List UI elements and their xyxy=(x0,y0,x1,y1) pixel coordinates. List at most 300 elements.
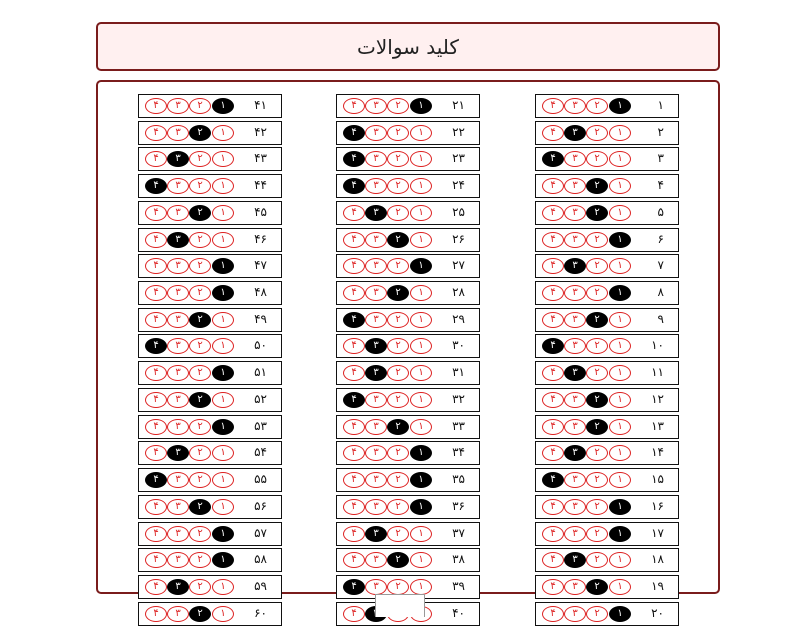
option-bubble-4[interactable]: ۴ xyxy=(343,338,365,354)
option-bubble-4[interactable]: ۴ xyxy=(145,205,167,221)
option-bubble-1[interactable]: ۱ xyxy=(609,392,631,408)
option-bubble-4[interactable]: ۴ xyxy=(542,178,564,194)
option-bubble-3[interactable]: ۳ xyxy=(564,472,586,488)
answer-key-panel xyxy=(96,80,720,620)
option-bubble-1[interactable]: ۱ xyxy=(410,392,432,408)
option-bubble-4[interactable]: ۴ xyxy=(343,178,365,194)
option-bubble-1[interactable]: ۱ xyxy=(212,526,234,542)
option-bubble-3[interactable]: ۳ xyxy=(365,232,387,248)
question-number: ۴ xyxy=(657,178,664,193)
option-bubble-3[interactable]: ۳ xyxy=(167,419,189,435)
question-number: ۴۵ xyxy=(254,204,267,219)
option-bubble-3[interactable]: ۳ xyxy=(167,312,189,328)
option-bubble-4[interactable]: ۴ xyxy=(343,552,365,568)
option-bubble-1[interactable]: ۱ xyxy=(410,472,432,488)
question-number: ۳۲ xyxy=(452,391,465,406)
option-bubble-2[interactable]: ۲ xyxy=(189,205,211,221)
answer-row xyxy=(336,415,480,439)
option-bubble-1[interactable]: ۱ xyxy=(410,579,432,595)
option-bubble-1[interactable]: ۱ xyxy=(609,445,631,461)
question-number: ۵۹ xyxy=(254,578,267,593)
answer-row xyxy=(138,254,282,278)
answer-row xyxy=(535,174,679,198)
question-number: ۵۲ xyxy=(254,391,267,406)
option-bubble-3[interactable]: ۳ xyxy=(564,258,586,274)
option-bubble-1[interactable]: ۱ xyxy=(609,499,631,515)
option-bubble-4[interactable]: ۴ xyxy=(542,552,564,568)
option-bubble-4[interactable]: ۴ xyxy=(542,526,564,542)
question-number: ۳۰ xyxy=(452,338,465,353)
option-bubble-3[interactable]: ۳ xyxy=(365,499,387,515)
option-bubble-4[interactable]: ۴ xyxy=(145,419,167,435)
option-bubble-3[interactable]: ۳ xyxy=(365,98,387,114)
option-bubble-4[interactable]: ۴ xyxy=(343,151,365,167)
option-bubble-4[interactable]: ۴ xyxy=(145,232,167,248)
option-bubble-1[interactable]: ۱ xyxy=(609,606,631,622)
option-bubble-1[interactable]: ۱ xyxy=(212,312,234,328)
option-bubble-2[interactable]: ۲ xyxy=(387,445,409,461)
option-bubble-1[interactable]: ۱ xyxy=(410,98,432,114)
option-bubble-4[interactable]: ۴ xyxy=(343,312,365,328)
option-bubble-2[interactable]: ۲ xyxy=(586,232,608,248)
option-bubble-2[interactable]: ۲ xyxy=(387,232,409,248)
question-number: ۵۵ xyxy=(254,472,267,487)
option-bubble-3[interactable]: ۳ xyxy=(564,312,586,328)
option-bubble-1[interactable]: ۱ xyxy=(609,285,631,301)
question-number: ۴۴ xyxy=(254,178,267,193)
answer-row xyxy=(336,548,480,572)
option-bubble-1[interactable]: ۱ xyxy=(410,178,432,194)
option-bubble-1[interactable]: ۱ xyxy=(212,151,234,167)
option-bubble-1[interactable]: ۱ xyxy=(609,258,631,274)
option-bubble-4[interactable]: ۴ xyxy=(145,258,167,274)
option-bubble-3[interactable]: ۳ xyxy=(365,285,387,301)
option-bubble-1[interactable]: ۱ xyxy=(410,552,432,568)
answer-row xyxy=(535,228,679,252)
option-bubble-2[interactable]: ۲ xyxy=(387,151,409,167)
answer-row xyxy=(535,281,679,305)
question-number: ۵ xyxy=(657,204,664,219)
option-bubble-3[interactable]: ۳ xyxy=(564,526,586,542)
option-bubble-3[interactable]: ۳ xyxy=(564,232,586,248)
question-number: ۶ xyxy=(657,231,664,246)
option-bubble-2[interactable]: ۲ xyxy=(387,526,409,542)
option-bubble-3[interactable]: ۳ xyxy=(167,285,189,301)
option-bubble-4[interactable]: ۴ xyxy=(542,205,564,221)
question-number: ۴۶ xyxy=(254,231,267,246)
option-bubble-1[interactable]: ۱ xyxy=(212,472,234,488)
option-bubble-2[interactable]: ۲ xyxy=(189,232,211,248)
option-bubble-4[interactable]: ۴ xyxy=(343,125,365,141)
option-bubble-2[interactable]: ۲ xyxy=(387,365,409,381)
option-bubble-2[interactable]: ۲ xyxy=(586,151,608,167)
option-bubble-2[interactable]: ۲ xyxy=(586,205,608,221)
option-bubble-1[interactable]: ۱ xyxy=(410,419,432,435)
option-bubble-1[interactable]: ۱ xyxy=(609,205,631,221)
option-bubble-3[interactable]: ۳ xyxy=(167,178,189,194)
option-bubble-4[interactable]: ۴ xyxy=(343,205,365,221)
question-number: ۹ xyxy=(657,311,664,326)
option-bubble-1[interactable]: ۱ xyxy=(410,205,432,221)
option-bubble-1[interactable]: ۱ xyxy=(410,285,432,301)
answer-row xyxy=(535,548,679,572)
question-number: ۱۰ xyxy=(651,338,664,353)
option-bubble-3[interactable]: ۳ xyxy=(365,445,387,461)
option-bubble-2[interactable]: ۲ xyxy=(586,526,608,542)
question-number: ۲ xyxy=(657,124,664,139)
option-bubble-4[interactable]: ۴ xyxy=(542,125,564,141)
answer-row xyxy=(336,441,480,465)
option-bubble-1[interactable]: ۱ xyxy=(609,338,631,354)
option-bubble-3[interactable]: ۳ xyxy=(365,526,387,542)
option-bubble-1[interactable]: ۱ xyxy=(609,579,631,595)
option-bubble-2[interactable]: ۲ xyxy=(387,552,409,568)
option-bubble-2[interactable]: ۲ xyxy=(387,258,409,274)
answer-row xyxy=(535,121,679,145)
option-bubble-4[interactable]: ۴ xyxy=(343,258,365,274)
question-number: ۵۶ xyxy=(254,498,267,513)
option-bubble-1[interactable]: ۱ xyxy=(212,285,234,301)
option-bubble-3[interactable]: ۳ xyxy=(564,419,586,435)
option-bubble-2[interactable]: ۲ xyxy=(586,606,608,622)
answer-row xyxy=(138,575,282,599)
option-bubble-2[interactable]: ۲ xyxy=(586,472,608,488)
option-bubble-4[interactable]: ۴ xyxy=(145,125,167,141)
option-bubble-2[interactable]: ۲ xyxy=(189,151,211,167)
option-bubble-2[interactable]: ۲ xyxy=(189,579,211,595)
option-bubble-3[interactable]: ۳ xyxy=(167,445,189,461)
option-bubble-3[interactable]: ۳ xyxy=(167,499,189,515)
option-bubble-2[interactable]: ۲ xyxy=(189,312,211,328)
page-title: کلید سوالات xyxy=(357,34,459,59)
option-bubble-2[interactable]: ۲ xyxy=(387,205,409,221)
question-number: ۴۸ xyxy=(254,285,267,300)
option-bubble-3[interactable]: ۳ xyxy=(564,365,586,381)
option-bubble-2[interactable]: ۲ xyxy=(189,178,211,194)
answer-row xyxy=(138,361,282,385)
answer-row xyxy=(336,388,480,412)
option-bubble-4[interactable]: ۴ xyxy=(542,472,564,488)
option-bubble-1[interactable]: ۱ xyxy=(410,499,432,515)
option-bubble-1[interactable]: ۱ xyxy=(212,258,234,274)
option-bubble-1[interactable]: ۱ xyxy=(609,365,631,381)
answer-row xyxy=(535,575,679,599)
option-bubble-2[interactable]: ۲ xyxy=(387,472,409,488)
option-bubble-4[interactable]: ۴ xyxy=(343,526,365,542)
option-bubble-2[interactable]: ۲ xyxy=(387,419,409,435)
option-bubble-2[interactable]: ۲ xyxy=(387,338,409,354)
option-bubble-2[interactable]: ۲ xyxy=(586,125,608,141)
option-bubble-4[interactable]: ۴ xyxy=(343,392,365,408)
option-bubble-4[interactable]: ۴ xyxy=(542,258,564,274)
option-bubble-4[interactable]: ۴ xyxy=(343,606,365,622)
option-bubble-4[interactable]: ۴ xyxy=(542,392,564,408)
option-bubble-4[interactable]: ۴ xyxy=(343,365,365,381)
option-bubble-2[interactable]: ۲ xyxy=(387,98,409,114)
option-bubble-2[interactable]: ۲ xyxy=(586,178,608,194)
option-bubble-3[interactable]: ۳ xyxy=(564,125,586,141)
option-bubble-4[interactable]: ۴ xyxy=(145,552,167,568)
option-bubble-1[interactable]: ۱ xyxy=(212,392,234,408)
option-bubble-4[interactable]: ۴ xyxy=(145,445,167,461)
option-bubble-4[interactable]: ۴ xyxy=(542,151,564,167)
option-bubble-3[interactable]: ۳ xyxy=(167,151,189,167)
option-bubble-3[interactable]: ۳ xyxy=(564,98,586,114)
answer-row xyxy=(535,308,679,332)
option-bubble-2[interactable]: ۲ xyxy=(586,98,608,114)
option-bubble-3[interactable]: ۳ xyxy=(365,392,387,408)
option-bubble-1[interactable]: ۱ xyxy=(609,232,631,248)
option-bubble-1[interactable]: ۱ xyxy=(609,151,631,167)
question-number: ۲۳ xyxy=(452,151,465,166)
option-bubble-1[interactable]: ۱ xyxy=(609,98,631,114)
option-bubble-4[interactable]: ۴ xyxy=(145,285,167,301)
bottom-tab[interactable] xyxy=(375,594,425,617)
option-bubble-1[interactable]: ۱ xyxy=(212,606,234,622)
option-bubble-2[interactable]: ۲ xyxy=(189,526,211,542)
option-bubble-3[interactable]: ۳ xyxy=(167,258,189,274)
option-bubble-4[interactable]: ۴ xyxy=(343,285,365,301)
option-bubble-2[interactable]: ۲ xyxy=(387,178,409,194)
option-bubble-3[interactable]: ۳ xyxy=(365,365,387,381)
option-bubble-3[interactable]: ۳ xyxy=(167,98,189,114)
option-bubble-1[interactable]: ۱ xyxy=(609,526,631,542)
option-bubble-3[interactable]: ۳ xyxy=(564,338,586,354)
question-number: ۳۳ xyxy=(452,418,465,433)
answer-row xyxy=(336,495,480,519)
option-bubble-1[interactable]: ۱ xyxy=(410,338,432,354)
question-number: ۲۶ xyxy=(452,231,465,246)
option-bubble-4[interactable]: ۴ xyxy=(343,472,365,488)
option-bubble-3[interactable]: ۳ xyxy=(564,579,586,595)
option-bubble-3[interactable]: ۳ xyxy=(564,445,586,461)
option-bubble-1[interactable]: ۱ xyxy=(212,579,234,595)
option-bubble-1[interactable]: ۱ xyxy=(212,419,234,435)
option-bubble-1[interactable]: ۱ xyxy=(212,205,234,221)
option-bubble-3[interactable]: ۳ xyxy=(365,205,387,221)
answer-row xyxy=(535,147,679,171)
question-number: ۲۱ xyxy=(452,98,465,112)
option-bubble-2[interactable]: ۲ xyxy=(387,125,409,141)
question-number: ۴۰ xyxy=(452,605,465,620)
option-bubble-2[interactable]: ۲ xyxy=(189,125,211,141)
option-bubble-2[interactable]: ۲ xyxy=(189,285,211,301)
option-bubble-1[interactable]: ۱ xyxy=(212,338,234,354)
option-bubble-2[interactable]: ۲ xyxy=(189,606,211,622)
option-bubble-3[interactable]: ۳ xyxy=(167,552,189,568)
option-bubble-2[interactable]: ۲ xyxy=(189,499,211,515)
option-bubble-3[interactable]: ۳ xyxy=(167,606,189,622)
option-bubble-4[interactable]: ۴ xyxy=(145,606,167,622)
answer-row xyxy=(138,602,282,626)
option-bubble-1[interactable]: ۱ xyxy=(410,151,432,167)
option-bubble-1[interactable]: ۱ xyxy=(609,312,631,328)
option-bubble-4[interactable]: ۴ xyxy=(145,338,167,354)
option-bubble-3[interactable]: ۳ xyxy=(365,151,387,167)
option-bubble-2[interactable]: ۲ xyxy=(189,419,211,435)
option-bubble-3[interactable]: ۳ xyxy=(564,178,586,194)
option-bubble-2[interactable]: ۲ xyxy=(189,98,211,114)
option-bubble-3[interactable]: ۳ xyxy=(365,419,387,435)
question-number: ۴۲ xyxy=(254,124,267,139)
answer-row xyxy=(535,522,679,546)
answer-row xyxy=(336,522,480,546)
option-bubble-2[interactable]: ۲ xyxy=(586,365,608,381)
option-bubble-4[interactable]: ۴ xyxy=(145,392,167,408)
answer-row xyxy=(535,254,679,278)
question-number: ۴۷ xyxy=(254,258,267,273)
option-bubble-1[interactable]: ۱ xyxy=(609,472,631,488)
option-bubble-3[interactable]: ۳ xyxy=(564,392,586,408)
option-bubble-2[interactable]: ۲ xyxy=(387,392,409,408)
option-bubble-1[interactable]: ۱ xyxy=(410,125,432,141)
question-number: ۵۴ xyxy=(254,445,267,460)
option-bubble-4[interactable]: ۴ xyxy=(145,98,167,114)
option-bubble-3[interactable]: ۳ xyxy=(167,232,189,248)
option-bubble-2[interactable]: ۲ xyxy=(189,552,211,568)
option-bubble-1[interactable]: ۱ xyxy=(212,445,234,461)
option-bubble-2[interactable]: ۲ xyxy=(586,312,608,328)
option-bubble-3[interactable]: ۳ xyxy=(365,178,387,194)
option-bubble-1[interactable]: ۱ xyxy=(410,312,432,328)
option-bubble-4[interactable]: ۴ xyxy=(542,338,564,354)
option-bubble-2[interactable]: ۲ xyxy=(189,445,211,461)
option-bubble-3[interactable]: ۳ xyxy=(365,579,387,595)
question-number: ۱۶ xyxy=(651,498,664,513)
option-bubble-2[interactable]: ۲ xyxy=(387,312,409,328)
option-bubble-4[interactable]: ۴ xyxy=(145,526,167,542)
option-bubble-3[interactable]: ۳ xyxy=(564,552,586,568)
option-bubble-3[interactable]: ۳ xyxy=(365,338,387,354)
option-bubble-1[interactable]: ۱ xyxy=(212,552,234,568)
option-bubble-3[interactable]: ۳ xyxy=(564,606,586,622)
option-bubble-3[interactable]: ۳ xyxy=(167,526,189,542)
option-bubble-1[interactable]: ۱ xyxy=(410,258,432,274)
answer-row xyxy=(138,522,282,546)
option-bubble-1[interactable]: ۱ xyxy=(212,232,234,248)
option-bubble-4[interactable]: ۴ xyxy=(542,445,564,461)
option-bubble-4[interactable]: ۴ xyxy=(145,151,167,167)
option-bubble-2[interactable]: ۲ xyxy=(586,338,608,354)
answer-row xyxy=(336,174,480,198)
option-bubble-3[interactable]: ۳ xyxy=(564,285,586,301)
option-bubble-2[interactable]: ۲ xyxy=(387,285,409,301)
answer-row xyxy=(535,495,679,519)
option-bubble-3[interactable]: ۳ xyxy=(564,205,586,221)
option-bubble-3[interactable]: ۳ xyxy=(167,205,189,221)
option-bubble-4[interactable]: ۴ xyxy=(145,499,167,515)
option-bubble-2[interactable]: ۲ xyxy=(586,499,608,515)
option-bubble-4[interactable]: ۴ xyxy=(145,365,167,381)
question-number: ۳۷ xyxy=(452,525,465,540)
question-number: ۴۹ xyxy=(254,311,267,326)
option-bubble-1[interactable]: ۱ xyxy=(609,125,631,141)
option-bubble-2[interactable]: ۲ xyxy=(189,392,211,408)
option-bubble-1[interactable]: ۱ xyxy=(410,365,432,381)
option-bubble-4[interactable]: ۴ xyxy=(145,312,167,328)
question-number: ۲۹ xyxy=(452,311,465,326)
option-bubble-1[interactable]: ۱ xyxy=(410,445,432,461)
option-bubble-3[interactable]: ۳ xyxy=(365,125,387,141)
option-bubble-3[interactable]: ۳ xyxy=(365,552,387,568)
option-bubble-1[interactable]: ۱ xyxy=(212,125,234,141)
option-bubble-4[interactable]: ۴ xyxy=(343,579,365,595)
option-bubble-2[interactable]: ۲ xyxy=(586,445,608,461)
option-bubble-4[interactable]: ۴ xyxy=(542,98,564,114)
option-bubble-3[interactable]: ۳ xyxy=(365,258,387,274)
option-bubble-1[interactable]: ۱ xyxy=(609,552,631,568)
option-bubble-2[interactable]: ۲ xyxy=(387,579,409,595)
option-bubble-4[interactable]: ۴ xyxy=(145,472,167,488)
option-bubble-3[interactable]: ۳ xyxy=(167,579,189,595)
option-bubble-4[interactable]: ۴ xyxy=(343,499,365,515)
answer-row xyxy=(138,281,282,305)
option-bubble-3[interactable]: ۳ xyxy=(167,125,189,141)
answer-row xyxy=(138,468,282,492)
option-bubble-3[interactable]: ۳ xyxy=(167,472,189,488)
option-bubble-4[interactable]: ۴ xyxy=(542,285,564,301)
option-bubble-4[interactable]: ۴ xyxy=(542,419,564,435)
option-bubble-4[interactable]: ۴ xyxy=(343,98,365,114)
option-bubble-4[interactable]: ۴ xyxy=(542,606,564,622)
option-bubble-2[interactable]: ۲ xyxy=(586,579,608,595)
option-bubble-2[interactable]: ۲ xyxy=(586,392,608,408)
option-bubble-3[interactable]: ۳ xyxy=(167,392,189,408)
question-number: ۳ xyxy=(657,151,664,166)
option-bubble-2[interactable]: ۲ xyxy=(586,419,608,435)
option-bubble-1[interactable]: ۱ xyxy=(212,98,234,114)
option-bubble-4[interactable]: ۴ xyxy=(542,232,564,248)
option-bubble-1[interactable]: ۱ xyxy=(609,178,631,194)
answer-row xyxy=(336,468,480,492)
option-bubble-4[interactable]: ۴ xyxy=(343,232,365,248)
option-bubble-1[interactable]: ۱ xyxy=(609,419,631,435)
option-bubble-3[interactable]: ۳ xyxy=(365,312,387,328)
option-bubble-1[interactable]: ۱ xyxy=(212,499,234,515)
option-bubble-4[interactable]: ۴ xyxy=(542,579,564,595)
option-bubble-3[interactable]: ۳ xyxy=(167,338,189,354)
option-bubble-4[interactable]: ۴ xyxy=(145,178,167,194)
option-bubble-2[interactable]: ۲ xyxy=(387,499,409,515)
option-bubble-3[interactable]: ۳ xyxy=(564,499,586,515)
option-bubble-2[interactable]: ۲ xyxy=(189,472,211,488)
option-bubble-2[interactable]: ۲ xyxy=(586,552,608,568)
option-bubble-3[interactable]: ۳ xyxy=(167,365,189,381)
option-bubble-2[interactable]: ۲ xyxy=(586,285,608,301)
option-bubble-2[interactable]: ۲ xyxy=(586,258,608,274)
answer-row xyxy=(535,468,679,492)
question-number: ۲۰ xyxy=(651,605,664,620)
answer-row xyxy=(138,174,282,198)
answer-row xyxy=(138,415,282,439)
option-bubble-4[interactable]: ۴ xyxy=(145,579,167,595)
option-bubble-1[interactable]: ۱ xyxy=(212,365,234,381)
option-bubble-4[interactable]: ۴ xyxy=(542,365,564,381)
option-bubble-3[interactable]: ۳ xyxy=(365,472,387,488)
option-bubble-4[interactable]: ۴ xyxy=(343,445,365,461)
option-bubble-3[interactable]: ۳ xyxy=(564,151,586,167)
option-bubble-4[interactable]: ۴ xyxy=(542,312,564,328)
option-bubble-2[interactable]: ۲ xyxy=(189,258,211,274)
option-bubble-1[interactable]: ۱ xyxy=(410,526,432,542)
option-bubble-4[interactable]: ۴ xyxy=(542,499,564,515)
option-bubble-2[interactable]: ۲ xyxy=(189,365,211,381)
answer-row xyxy=(138,201,282,225)
option-bubble-1[interactable]: ۱ xyxy=(410,232,432,248)
option-bubble-1[interactable]: ۱ xyxy=(212,178,234,194)
option-bubble-4[interactable]: ۴ xyxy=(343,419,365,435)
option-bubble-2[interactable]: ۲ xyxy=(189,338,211,354)
